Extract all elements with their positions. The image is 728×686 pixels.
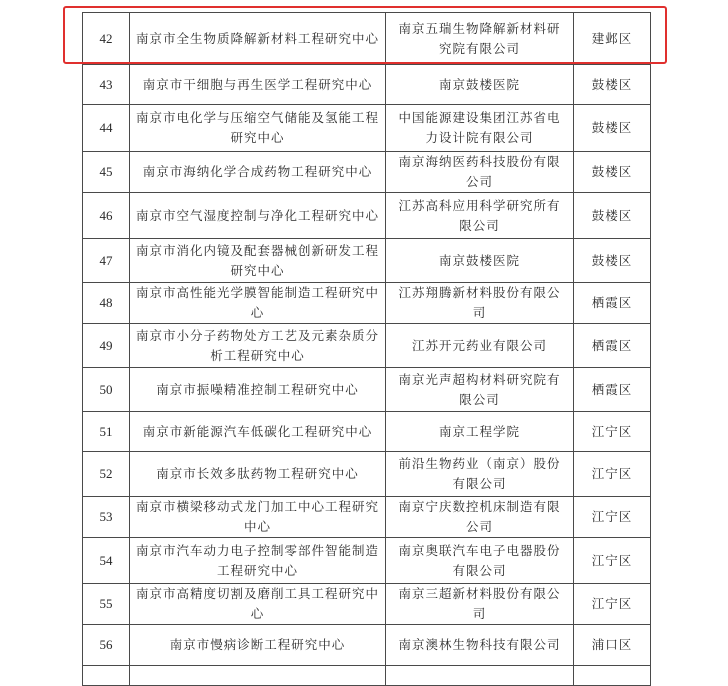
organization: 江苏翔腾新材料股份有限公司 xyxy=(386,283,574,324)
organization: 江苏高科应用科学研究所有限公司 xyxy=(386,193,574,239)
district: 建邺区 xyxy=(574,13,651,65)
row-number: 50 xyxy=(83,368,130,412)
organization: 南京五瑞生物降解新材料研究院有限公司 xyxy=(386,13,574,65)
row-number: 53 xyxy=(83,497,130,538)
organization: 中国能源建设集团江苏省电力设计院有限公司 xyxy=(386,105,574,152)
row-number xyxy=(83,666,130,686)
row-number: 56 xyxy=(83,625,130,666)
table-row xyxy=(83,625,651,666)
row-number: 55 xyxy=(83,584,130,625)
organization: 南京鼓楼医院 xyxy=(386,65,574,105)
center-name: 南京市电化学与压缩空气储能及氢能工程研究中心 xyxy=(130,105,386,152)
table-row xyxy=(83,65,651,105)
center-name: 南京市横梁移动式龙门加工中心工程研究中心 xyxy=(130,497,386,538)
center-name: 南京市汽车动力电子控制零部件智能制造工程研究中心 xyxy=(130,538,386,584)
table-row xyxy=(83,497,651,538)
table-row-partial xyxy=(83,666,651,686)
district: 浦口区 xyxy=(574,625,651,666)
table-row xyxy=(83,105,651,152)
organization: 南京三超新材料股份有限公司 xyxy=(386,584,574,625)
row-number: 48 xyxy=(83,283,130,324)
table-row xyxy=(83,584,651,625)
organization: 南京鼓楼医院 xyxy=(386,239,574,283)
table-row xyxy=(83,239,651,283)
district: 鼓楼区 xyxy=(574,105,651,152)
organization: 南京宁庆数控机床制造有限公司 xyxy=(386,497,574,538)
organization: 前沿生物药业（南京）股份有限公司 xyxy=(386,452,574,497)
district: 鼓楼区 xyxy=(574,152,651,193)
organization xyxy=(386,666,574,686)
organization: 江苏开元药业有限公司 xyxy=(386,324,574,368)
table-row xyxy=(83,152,651,193)
center-name: 南京市高精度切割及磨削工具工程研究中心 xyxy=(130,584,386,625)
district: 江宁区 xyxy=(574,497,651,538)
district: 栖霞区 xyxy=(574,283,651,324)
district: 江宁区 xyxy=(574,452,651,497)
table-row xyxy=(83,452,651,497)
row-number: 43 xyxy=(83,65,130,105)
table-body xyxy=(83,13,651,686)
table-row xyxy=(83,324,651,368)
organization: 南京海纳医药科技股份有限公司 xyxy=(386,152,574,193)
research-center-table xyxy=(82,12,651,686)
table-row xyxy=(83,538,651,584)
district: 栖霞区 xyxy=(574,368,651,412)
district xyxy=(574,666,651,686)
organization: 南京澳林生物科技有限公司 xyxy=(386,625,574,666)
organization: 南京工程学院 xyxy=(386,412,574,452)
row-number: 49 xyxy=(83,324,130,368)
center-name: 南京市空气湿度控制与净化工程研究中心 xyxy=(130,193,386,239)
row-number: 54 xyxy=(83,538,130,584)
table-row xyxy=(83,193,651,239)
row-number: 44 xyxy=(83,105,130,152)
table-row xyxy=(83,368,651,412)
center-name: 南京市干细胞与再生医学工程研究中心 xyxy=(130,65,386,105)
district: 江宁区 xyxy=(574,412,651,452)
row-number: 42 xyxy=(83,13,130,65)
row-number: 51 xyxy=(83,412,130,452)
district: 栖霞区 xyxy=(574,324,651,368)
table-row xyxy=(83,412,651,452)
center-name: 南京市消化内镜及配套器械创新研发工程研究中心 xyxy=(130,239,386,283)
district: 江宁区 xyxy=(574,538,651,584)
center-name: 南京市慢病诊断工程研究中心 xyxy=(130,625,386,666)
center-name: 南京市新能源汽车低碳化工程研究中心 xyxy=(130,412,386,452)
table-row xyxy=(83,283,651,324)
row-number: 52 xyxy=(83,452,130,497)
district: 鼓楼区 xyxy=(574,193,651,239)
center-name: 南京市长效多肽药物工程研究中心 xyxy=(130,452,386,497)
center-name: 南京市全生物质降解新材料工程研究中心 xyxy=(130,13,386,65)
center-name: 南京市振噪精准控制工程研究中心 xyxy=(130,368,386,412)
row-number: 46 xyxy=(83,193,130,239)
organization: 南京光声超构材料研究院有限公司 xyxy=(386,368,574,412)
organization: 南京奥联汽车电子电器股份有限公司 xyxy=(386,538,574,584)
district: 鼓楼区 xyxy=(574,65,651,105)
center-name: 南京市高性能光学膜智能制造工程研究中心 xyxy=(130,283,386,324)
center-name xyxy=(130,666,386,686)
center-name: 南京市海纳化学合成药物工程研究中心 xyxy=(130,152,386,193)
center-name: 南京市小分子药物处方工艺及元素杂质分析工程研究中心 xyxy=(130,324,386,368)
row-number: 47 xyxy=(83,239,130,283)
row-number: 45 xyxy=(83,152,130,193)
district: 江宁区 xyxy=(574,584,651,625)
district: 鼓楼区 xyxy=(574,239,651,283)
highlight-box xyxy=(63,6,667,64)
